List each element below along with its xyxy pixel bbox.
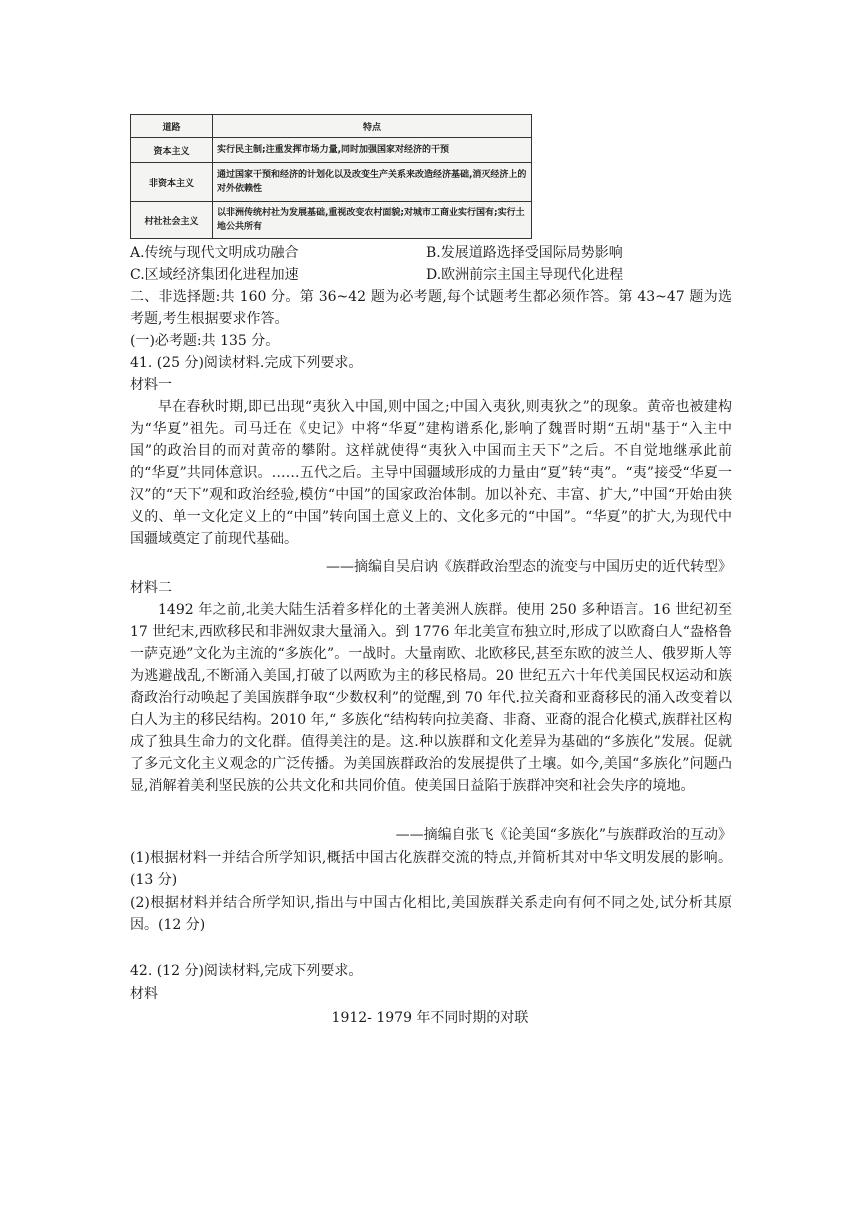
required-heading: (一)必考题:共 135 分。 <box>130 333 280 349</box>
table-cell-road: 村社社会主义 <box>131 202 213 239</box>
section-heading: 二、非选择题:共 160 分。第 36~42 题为必考题,每个试题考生都必须作答。第 43~47 题为选考题,考生根据要求作答。 <box>130 289 732 327</box>
table-cell-feature: 实行民主制;注重发挥市场力量,同时加强国家对经济的干预 <box>213 138 532 163</box>
table-header-feature: 特点 <box>213 115 532 138</box>
answer-options <box>130 242 730 286</box>
sub-question-2: (2)根据材料并结合所学知识,指出与中国古化相比,美国族群关系走向有何不同之处,试分析其原因。(12 分) <box>130 895 732 933</box>
material-1-text: 早在春秋时期,即已出现“夷狄入中国,则中国之;中国入夷狄,则夷狄之”的现象。黄帝也被建构为“华夏”祖先。司马迁在《史记》中将“华夏”建构谱系化,影响了魏晋时期“五胡"基于“入主中国”的政治目的而对黄帝的攀附。这样就使得“夷狄入中国而主天下”之后。不自觉地继承此前的“华夏”共同体意识。……五代之后。主导中国疆域形成的力量由“夏”转“夷”。“夷”接受“华夏一汉”的“天下”观和政治经验,模仿“中国”的国家政治体制。加以补充、丰富、扩大,”中国“开始由狭义的、单一文化定义上的“中国”转向国土意义上的、文化多元的“中国”。“华夏”的扩大,为现代中国疆域奠定了前现代基础。 <box>130 399 732 547</box>
material-1-label: 材料一 <box>130 377 172 393</box>
scanned-table-title <box>250 104 430 114</box>
table-cell-road: 资本主义 <box>131 138 213 163</box>
couplet-caption: 1912- 1979 年不同时期的对联 <box>331 1010 529 1026</box>
development-roads-table <box>130 114 532 239</box>
table-row <box>131 138 532 163</box>
table-cell-feature: 通过国家干预和经济的计划化以及改变生产关系来改造经济基础,消灭经济上的对外依赖性 <box>213 163 532 202</box>
table-row <box>131 163 532 202</box>
option-b: B.发展道路选择受国际局势影响 <box>426 245 623 261</box>
material-2-label: 材料二 <box>130 580 172 596</box>
material-1-source: ——摘编自吴启讷《族群政治型态的流变与中国历史的近代转型》 <box>326 559 732 575</box>
table-row <box>131 202 532 239</box>
table-header-road: 道路 <box>131 115 213 138</box>
scanned-table-image <box>130 104 532 239</box>
option-a: A.传统与现代文明成功融合 <box>130 245 299 261</box>
option-d: D.欧洲前宗主国主导现代化进程 <box>426 267 624 283</box>
table-cell-feature: 以非洲传统村社为发展基础,重视改变农村面貌;对城市工商业实行国有;实行土地公共所有 <box>213 202 532 239</box>
sub-question-1: (1)根据材料一并结合所学知识,概括中国古化族群交流的特点,并简析其对中华文明发展的影响。(13 分) <box>130 850 732 888</box>
question-42-heading: 42. (12 分)阅读材料,完成下列要求。 <box>130 963 363 979</box>
material-2-text: 1492 年之前,北美大陆生活着多样化的土著美洲人族群。使用 250 多种语言。16 世纪初至 17 世纪末,西欧移民和非洲奴隶大量涌入。到 1776 年北美宣布独立时,形成了以欧裔白人“盎格鲁一萨克逊”文化为主流的“多族化”。一战时。大量南欧、北欧移民,甚至东欧的波兰人、俄罗斯人等为逃避战乱,不断涌入美国,打破了以两欧为主的移民格局。20 世纪五六十年代美国民权运动和族裔政治行动唤起了美国族群争取“少数权利”的觉醒,到 70 年代.拉关裔和亚裔移民的涌入改变着以白人为主的移民结构。2010 年,“ 多族化“结构转向拉美裔、非裔、亚裔的混合化模式,族群社区构成了独具生命力的文化群。值得美注的是。这.种以族群和文化差异为基础的“多族化”发展。促就了多元文化主义观念的广泛传播。为美国族群政治的发展提供了土壤。如今,美国“多族化”问题凸显,消解着美利坚民族的公共文化和共同价值。使美国日益陷于族群冲突和社会失序的境地。 <box>130 602 732 794</box>
question-42-material-label: 材料 <box>130 986 158 1002</box>
option-c: C.区域经济集团化进程加速 <box>130 267 299 283</box>
question-41-heading: 41. (25 分)阅读材料.完成下列要求。 <box>130 355 363 371</box>
table-cell-road: 非资本主义 <box>131 163 213 202</box>
material-2-source: ——摘编自张飞《论美国“多族化”与族群政治的互动》 <box>395 827 732 843</box>
table-header-row <box>131 115 532 138</box>
